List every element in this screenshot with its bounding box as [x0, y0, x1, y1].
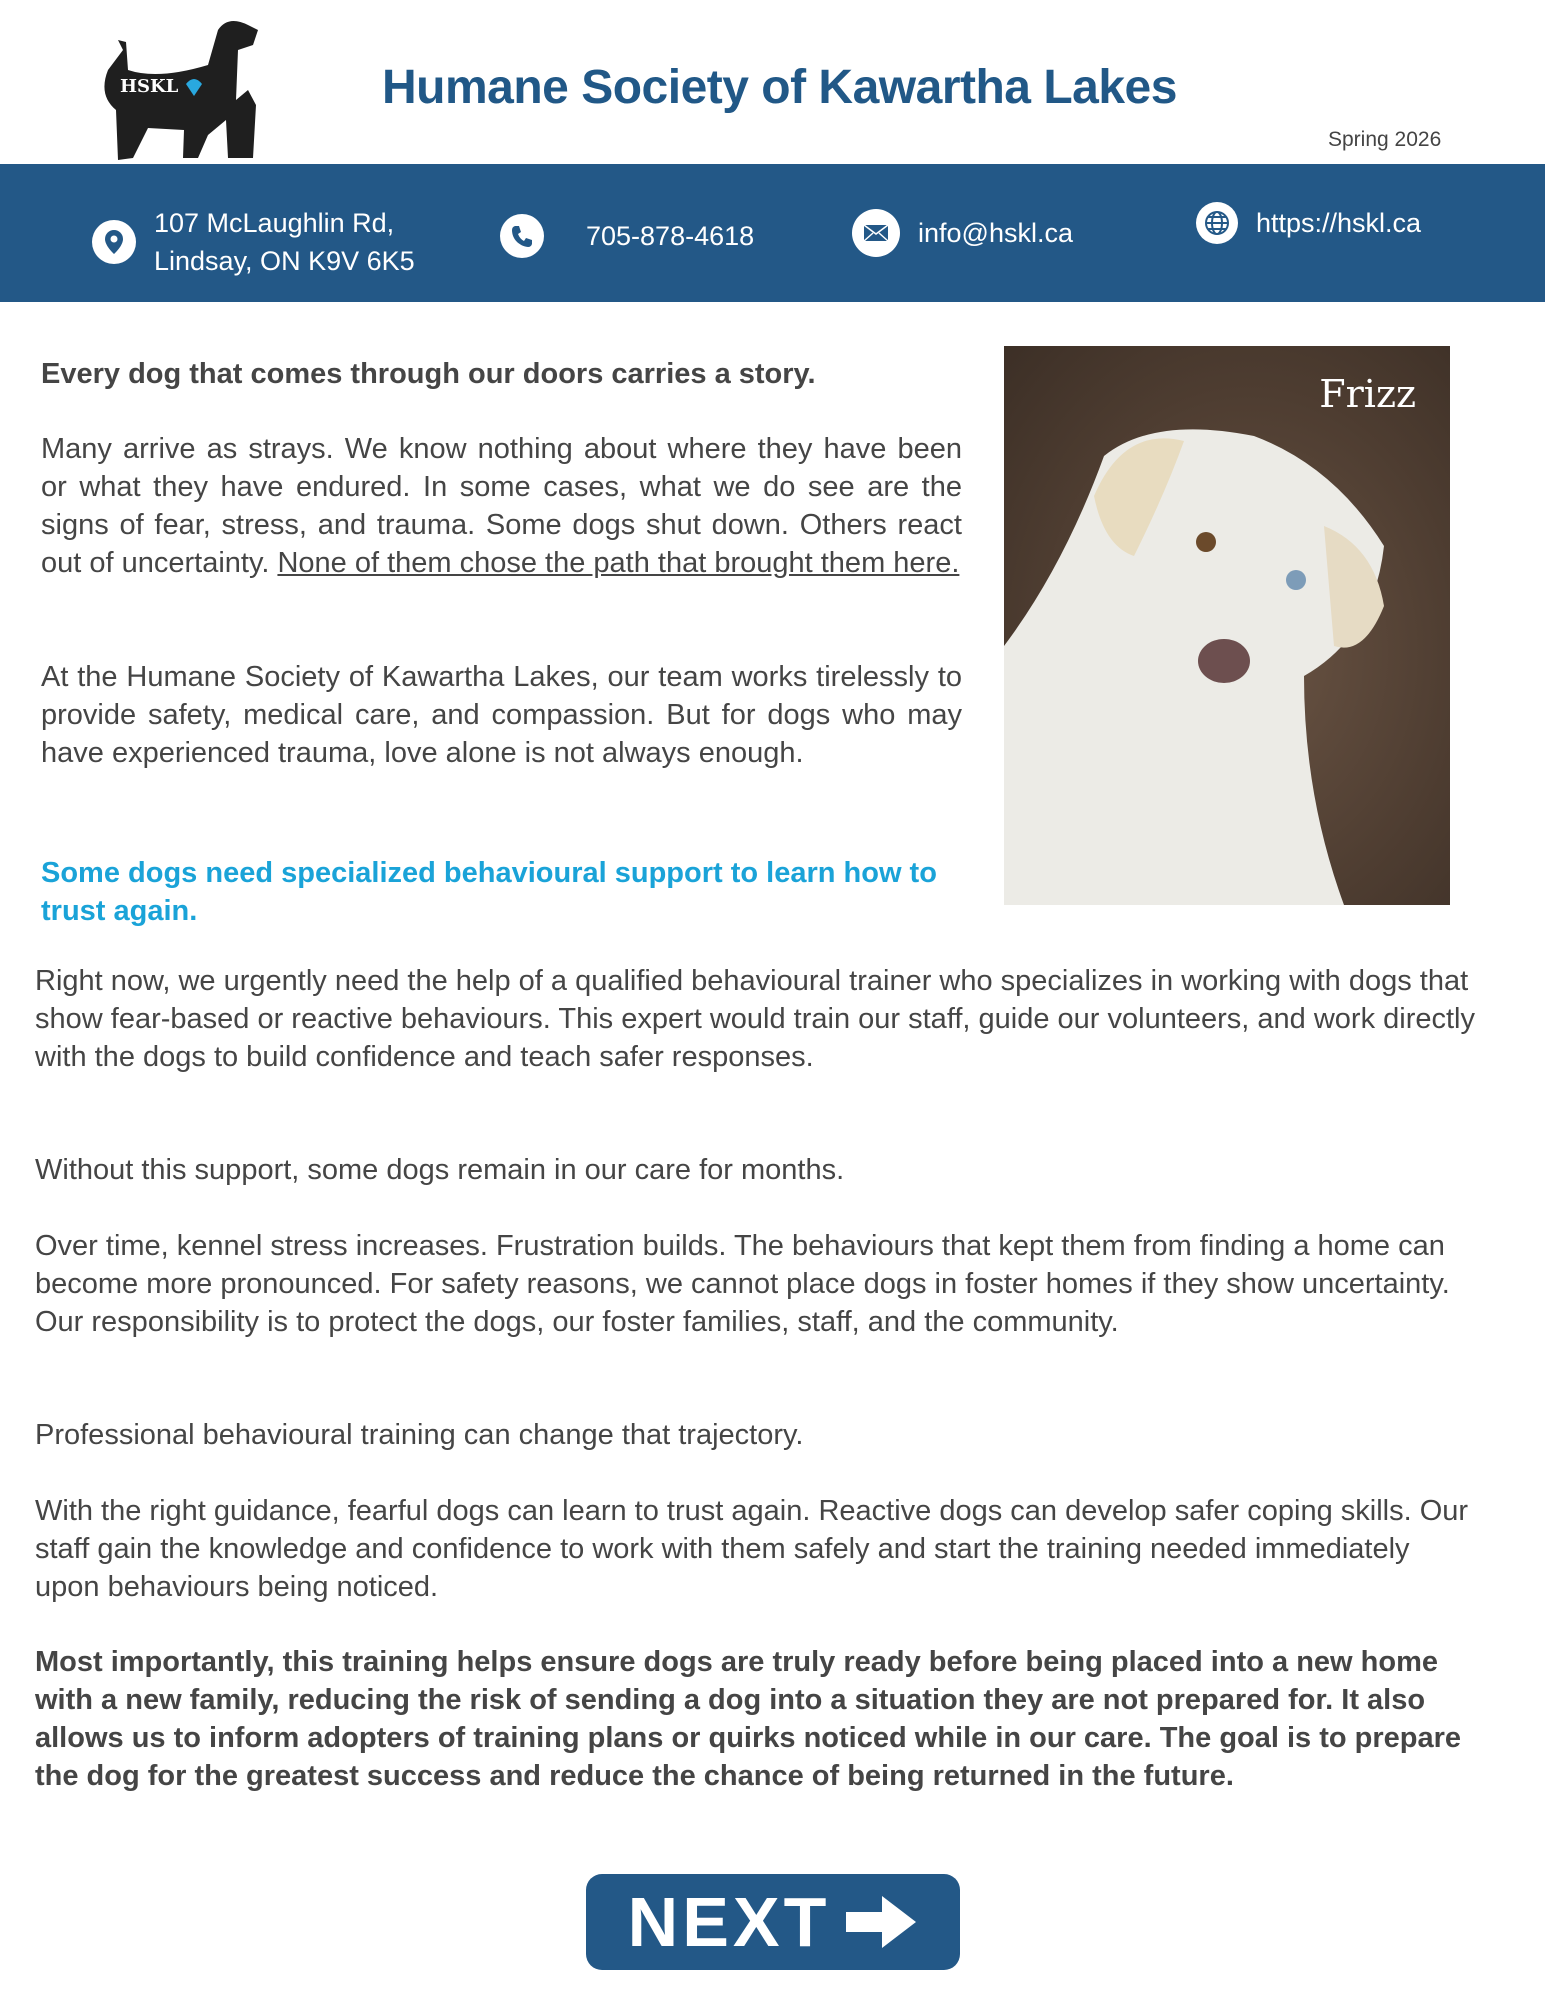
logo-text: HSKL: [120, 76, 179, 97]
next-button[interactable]: [586, 1874, 960, 1970]
hskl-logo: [88, 10, 268, 160]
edition-label: Spring 2026: [1328, 128, 1442, 151]
phone-icon: [500, 214, 544, 258]
intro-lead: Every dog that comes through our doors carries a story.: [41, 358, 816, 390]
email-address: info@hskl.ca: [918, 218, 1073, 248]
globe-icon: [1196, 202, 1238, 244]
next-label: NEXT: [627, 1883, 831, 1961]
intro-p1-underlined: None of them chose the path that brought them here.: [277, 547, 960, 579]
contact-address: [92, 204, 415, 280]
body-paragraph: Over time, kennel stress increases. Frustration builds. The behaviours that kept them from finding a home can become more pronounced. For safety reasons, we cannot place dogs in foster homes if they show uncertainty. Our responsibility is to protect the dogs, our foster families, staff, and the community.: [35, 1230, 1450, 1338]
contact-website[interactable]: [1196, 202, 1421, 244]
address-line1: 107 McLaughlin Rd,: [154, 208, 395, 238]
contact-email[interactable]: [852, 209, 1073, 257]
dog-name-caption: Frizz: [1319, 372, 1416, 416]
intro-paragraph-1: [41, 430, 962, 582]
dog-photo: [1004, 346, 1450, 905]
location-pin-icon: [92, 220, 136, 264]
page-title: Humane Society of Kawartha Lakes: [382, 61, 1177, 114]
body-paragraph-bold: Most importantly, this training helps ensure dogs are truly ready before being placed into a new home with a new family, reducing the risk of sending a dog into a situation they are not prepared for. It also allows us to inform adopters of training plans or quirks noticed while in our care. The goal is to prepare the dog for the greatest success and reduce the chance of being returned in the future.: [35, 1646, 1462, 1792]
arrow-right-icon: [844, 1894, 918, 1950]
address-line2: Lindsay, ON K9V 6K5: [154, 246, 415, 276]
body-paragraph: With the right guidance, fearful dogs can learn to trust again. Reactive dogs can develop safer coping skills. Our staff gain the knowledge and confidence to work with them safely and start the training needed immediately upon behaviours being noticed.: [35, 1495, 1469, 1603]
body-paragraph: Without this support, some dogs remain in our care for months.: [35, 1154, 845, 1186]
contact-banner: [0, 164, 1545, 302]
intro-paragraph-2: At the Humane Society of Kawartha Lakes, our team works tirelessly to provide safety, medical care, and compassion. But for dogs who may have experienced trauma, love alone is not always enough.: [41, 661, 962, 769]
website-url: https://hskl.ca: [1256, 208, 1422, 238]
body-paragraph: Professional behavioural training can change that trajectory.: [35, 1419, 804, 1451]
intro-p1-text: Many arrive as strays. We know nothing about where they have been or what they have endured. In some cases, what we do see are the signs of fear, stress, and trauma. Some dogs shut down. Others react out of uncertainty.: [41, 433, 962, 579]
highlight-text: Some dogs need specialized behavioural support to learn how to trust again.: [41, 857, 937, 927]
contact-phone[interactable]: [500, 214, 754, 258]
phone-number: 705-878-4618: [586, 221, 755, 251]
body-paragraph: Right now, we urgently need the help of a qualified behavioural trainer who specializes in working with dogs that show fear-based or reactive behaviours. This expert would train our staff, guide our volunteers, and work directly with the dogs to build confidence and teach safer responses.: [35, 965, 1476, 1073]
envelope-icon: [852, 209, 900, 257]
